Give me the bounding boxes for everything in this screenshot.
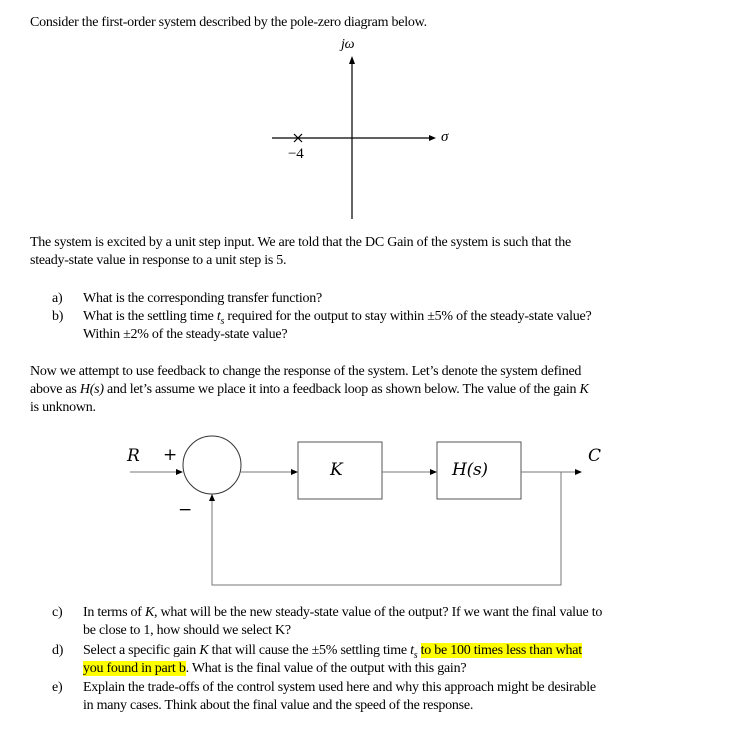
gain-label: K (330, 460, 343, 480)
question-e-line2: in many cases. Think about the final value and the speed of the response. (83, 698, 474, 713)
output-label: C (588, 446, 601, 466)
question-a-text: What is the corresponding transfer function? (83, 291, 322, 306)
feedback-path (212, 472, 561, 585)
intro-text: Consider the first-order system described by the pole-zero diagram below. (30, 15, 427, 30)
plus-sign: + (163, 445, 177, 465)
question-d-line2: you found in part b. What is the final value of the output with this gain? (83, 661, 467, 676)
input-label: R (127, 446, 140, 466)
arrow-icon (575, 469, 582, 475)
question-b-marker: b) (52, 309, 64, 324)
real-axis-arrow-icon (429, 135, 436, 141)
question-c-line2: be close to 1, how should we select K? (83, 623, 291, 638)
block-diagram (130, 436, 578, 585)
pole-value-label: −4 (288, 146, 304, 162)
para1-line2: steady-state value in response to a unit step is 5. (30, 253, 287, 268)
question-d-marker: d) (52, 643, 64, 658)
para2-line3: is unknown. (30, 400, 96, 415)
question-e-marker: e) (52, 680, 63, 695)
highlighted-text: to be 100 times less than what (420, 643, 582, 658)
question-e-line1: Explain the trade-offs of the control system used here and why this approach might be desirable (83, 680, 596, 695)
highlighted-text: you found in part b (83, 661, 186, 676)
imaginary-axis-arrow-icon (349, 56, 355, 64)
jw-axis-label: jω (341, 37, 355, 52)
arrow-icon (430, 469, 437, 475)
arrow-icon (291, 469, 298, 475)
arrow-icon (209, 494, 215, 501)
plant-label: H(s) (452, 460, 488, 480)
para2-line2: above as H(s) and let’s assume we place it into a feedback loop as shown below. The value of the gain K (30, 382, 589, 397)
question-c-line1: In terms of K, what will be the new steady-state value of the output? If we want the final value to (83, 605, 603, 620)
summing-junction (183, 436, 241, 494)
sigma-axis-label: σ (441, 129, 449, 145)
para2-line1: Now we attempt to use feedback to change the response of the system. Let’s denote the system defined (30, 364, 582, 379)
arrow-icon (176, 469, 183, 475)
question-d-line1: Select a specific gain K that will cause the ±5% settling time $t_s$ to be 100 times less than what (83, 643, 582, 661)
question-b-line1: What is the settling time $t_s$ required for the output to stay within ±5% of the steady-state value? (83, 309, 592, 327)
para1-line1: The system is excited by a unit step input. We are told that the DC Gain of the system is such that the (30, 235, 571, 250)
question-b-line2: Within ±2% of the steady-state value? (83, 327, 288, 342)
question-a-marker: a) (52, 291, 63, 306)
minus-sign: − (178, 500, 192, 520)
question-c-marker: c) (52, 605, 63, 620)
